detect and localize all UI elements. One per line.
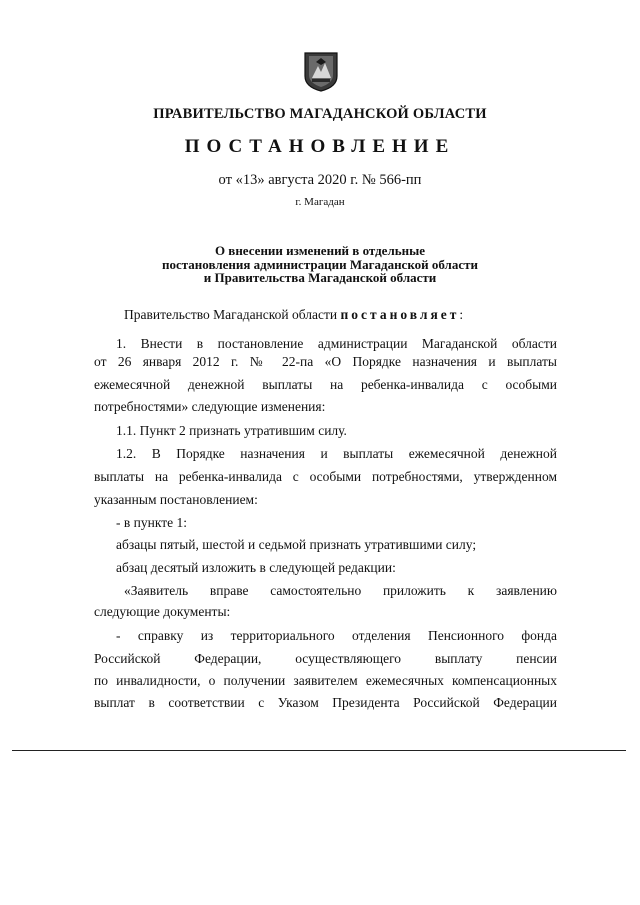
preamble-tail: :: [459, 307, 464, 322]
paragraph-line: потребностями» следующие изменения:: [94, 399, 326, 414]
paragraph-line: ежемесячной денежной выплаты на ребенка-инвалида с особыми: [94, 377, 557, 392]
subject-line: О внесении изменений в отдельные: [214, 243, 426, 258]
document-type: ПОСТАНОВЛЕНИЕ: [184, 136, 456, 157]
paragraph-line: абзац десятый изложить в следующей редакции:: [116, 560, 396, 575]
paragraph-line: выплаты на ребенка-инвалида с особыми потребностями, утвержденном: [94, 469, 557, 484]
paragraph-line: - справку из территориального отделения Пенсионного фонда: [116, 628, 557, 643]
preamble: [94, 307, 557, 323]
paragraph-line: от 26 января 2012 г. № 22-па «О Порядке назначения и выплаты: [94, 354, 557, 369]
paragraph-line: выплат в соответствии с Указом Президента Российской Федерации: [94, 695, 557, 710]
paragraph-line: 1.2. В Порядке назначения и выплаты ежемесячной денежной: [116, 446, 557, 461]
preamble-verb: постановляет: [340, 307, 460, 322]
paragraph-line: 1.1. Пункт 2 признать утратившим силу.: [116, 423, 347, 438]
paragraph-line: - в пункте 1:: [116, 515, 187, 530]
document-subject: [0, 244, 640, 285]
page-break-line: [12, 750, 626, 751]
paragraph-line: 1. Внести в постановление администрации Магаданской области: [116, 336, 557, 351]
paragraph-line: «Заявитель вправе самостоятельно приложить к заявлению: [124, 583, 557, 598]
paragraph-line: следующие документы:: [94, 604, 231, 619]
coat-of-arms-icon: [304, 52, 338, 92]
paragraph-line: указанным постановлением:: [94, 492, 258, 507]
document-date-number: от «13» августа 2020 г. № 566-пп: [218, 172, 422, 188]
document-city: г. Магадан: [295, 196, 345, 208]
organization-title: ПРАВИТЕЛЬСТВО МАГАДАНСКОЙ ОБЛАСТИ: [153, 106, 487, 122]
paragraph-line: абзацы пятый, шестой и седьмой признать утратившими силу;: [116, 537, 477, 552]
preamble-text: Правительство Магаданской области: [124, 307, 338, 322]
paragraph-line: Российской Федерации, осуществляющего выплату пенсии: [94, 651, 557, 666]
subject-line: постановления администрации Магаданской области: [162, 256, 478, 272]
paragraph-line: по инвалидности, о получении заявителем ежемесячных компенсационных: [94, 673, 557, 688]
subject-line: и Правительства Магаданской области: [203, 270, 437, 285]
